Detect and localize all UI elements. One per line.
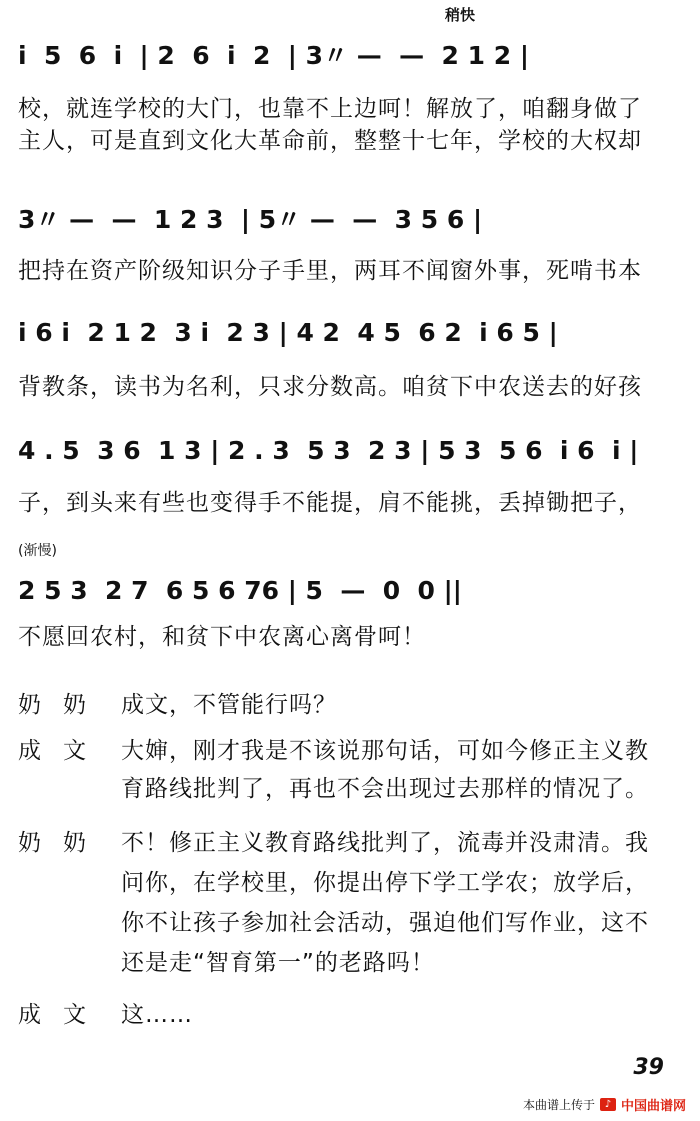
dialogue-line: 大婶，刚才我是不该说那句话，可如今修正主义教: [121, 738, 649, 764]
dialogue-line: 你不让孩子参加社会活动，强迫他们写作业，这不: [121, 910, 649, 936]
music-site-logo-icon: ♪: [600, 1098, 616, 1111]
speaker-name: 成文: [18, 1002, 108, 1028]
speaker-name: 成文: [18, 738, 108, 764]
dialogue-entry: [18, 686, 698, 732]
speaker-name: 奶奶: [18, 692, 108, 718]
dialogue-line: 育路线批判了，再也不会出现过去那样的情况了。: [121, 776, 649, 802]
dialogue-section: [18, 686, 698, 1040]
notation-system-3: i 6 i 2 1 2 3 i 2 3 | 4 2 4 5 6 2 i 6 5 |: [18, 318, 558, 347]
lyric-line-2: 主人，可是直到文化大革命前，整整十七年，学校的大权却: [18, 128, 642, 154]
dialogue-line: 还是走“智育第一”的老路吗！: [121, 950, 435, 976]
notation-system-2: 3〃 — — 1 2 3 | 5〃 — — 3 5 6 |: [18, 205, 483, 234]
dialogue-entry: [18, 824, 698, 996]
lyric-line-5: 子，到头来有些也变得手不能提，肩不能挑，丢掉锄把子，: [18, 490, 642, 516]
dialogue-line: 问你，在学校里，你提出停下学工学农；放学后，: [121, 870, 649, 896]
dialogue-entry: [18, 996, 698, 1040]
footer-site-link[interactable]: 中国曲谱网: [620, 1099, 686, 1114]
tempo-mark-slowing: (渐慢): [18, 543, 57, 559]
lyric-line-6: 不愿回农村，和贫下中农离心离骨呵！: [18, 624, 426, 650]
lyric-line-4: 背教条，读书为名利，只求分数高。咱贫下中农送去的好孩: [18, 374, 642, 400]
speaker-name: 奶奶: [18, 830, 108, 856]
notation-system-4: 4 . 5 3 6 1 3 | 2 . 3 5 3 2 3 | 5 3 5 6 i 6 i |: [18, 436, 639, 465]
dialogue-line: 成文，不管能行吗？: [121, 692, 337, 718]
dialogue-line: 不！修正主义教育路线批判了，流毒并没肃清。我: [121, 830, 649, 856]
footer-prefix: 本曲谱上传于: [522, 1098, 595, 1112]
lyric-line-3: 把持在资产阶级知识分子手里，两耳不闻窗外事，死啃书本: [18, 258, 642, 284]
notation-system-5: 2 5 3 2 7 6 5 6 76 | 5 — 0 0 ||: [18, 576, 462, 605]
dialogue-line: 这……: [121, 1002, 193, 1028]
notation-system-1: i 5 6 i | 2 6 i 2 | 3〃 — — 2 1 2 |: [18, 41, 529, 70]
lyric-line-1: 校，就连学校的大门，也靠不上边呵！解放了，咱翻身做了: [18, 96, 642, 122]
upload-footer: [523, 1095, 686, 1114]
tempo-mark-faster: 稍快: [445, 6, 476, 24]
page-number: 39: [633, 1055, 664, 1080]
dialogue-entry: [18, 732, 698, 824]
